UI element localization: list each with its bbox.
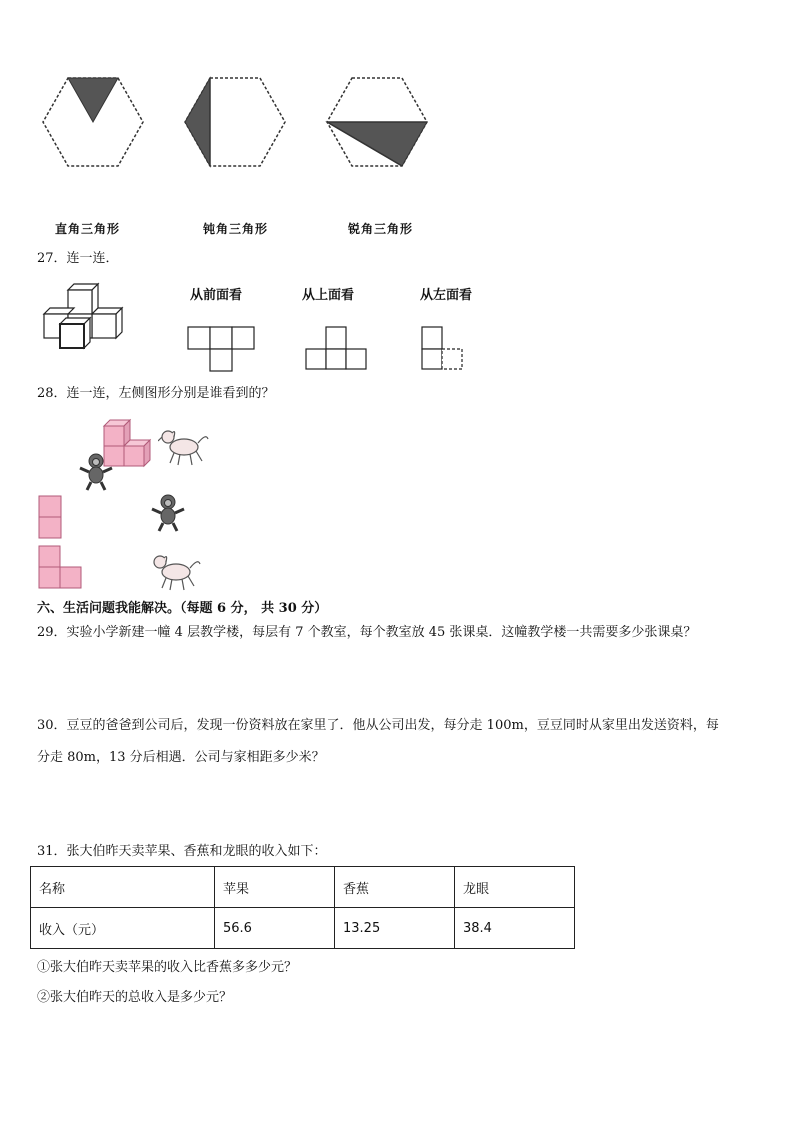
question-30-line-1: 30．豆豆的爸爸到公司后，发现一份资料放在家里了．他从公司出发，每分走 100m，豆豆同时从家里出发送资料，每 (37, 718, 719, 733)
table-row (31, 908, 575, 949)
question-29-text: 29．实验小学新建一幢 4 层教学楼，每层有 7 个教室，每个教室放 45 张课桌．这幢教学楼一共需要多少张课桌？ (37, 625, 697, 640)
top-view-shape (302, 325, 370, 373)
hexagon-figures (0, 60, 460, 180)
view-label-left: 从左面看 (420, 288, 473, 303)
table-cell: 56.6 (215, 908, 335, 949)
question-28-title: 28．连一连，左侧图形分别是谁看到的？ (37, 386, 275, 401)
table-cell: 收入（元） (31, 908, 215, 949)
table-cell: 香蕉 (335, 867, 455, 908)
monkey-icon (78, 452, 116, 492)
caption-right-triangle: 直角三角形 (55, 222, 121, 236)
hexagon-acute-triangle (327, 78, 427, 166)
question-31-intro: 31．张大伯昨天卖苹果、香蕉和龙眼的收入如下： (37, 844, 327, 859)
hexagon-right-triangle (43, 78, 143, 166)
section-6-heading: 六、生活问题我能解决。（每题 6 分， 共 30 分） (37, 601, 328, 616)
question-31-sub-1: ①张大伯昨天卖苹果的收入比香蕉多多少元？ (37, 960, 298, 975)
table-cell: 龙眼 (455, 867, 575, 908)
pink-l-shape (38, 545, 84, 589)
left-view-shape (418, 325, 466, 373)
table-cell: 名称 (31, 867, 215, 908)
pink-column-shape (38, 495, 64, 539)
income-table (30, 866, 575, 949)
caption-obtuse-triangle: 钝角三角形 (203, 222, 269, 236)
view-label-front: 从前面看 (190, 288, 243, 303)
cube-stack-figure (40, 282, 130, 352)
question-27-title: 27．连一连． (37, 251, 119, 266)
question-31-sub-2: ②张大伯昨天的总收入是多少元？ (37, 990, 233, 1005)
table-header-row (31, 867, 575, 908)
front-view-shape (186, 325, 258, 373)
dog-icon (150, 550, 202, 592)
question-30-line-2: 分走 80m，13 分后相遇．公司与家相距多少米？ (37, 750, 325, 765)
dog-icon (158, 425, 210, 467)
hexagon-obtuse-triangle (185, 78, 285, 166)
caption-acute-triangle: 锐角三角形 (348, 222, 414, 236)
monkey-icon (150, 493, 188, 533)
view-label-top: 从上面看 (302, 288, 355, 303)
table-cell: 38.4 (455, 908, 575, 949)
table-cell: 13.25 (335, 908, 455, 949)
table-cell: 苹果 (215, 867, 335, 908)
